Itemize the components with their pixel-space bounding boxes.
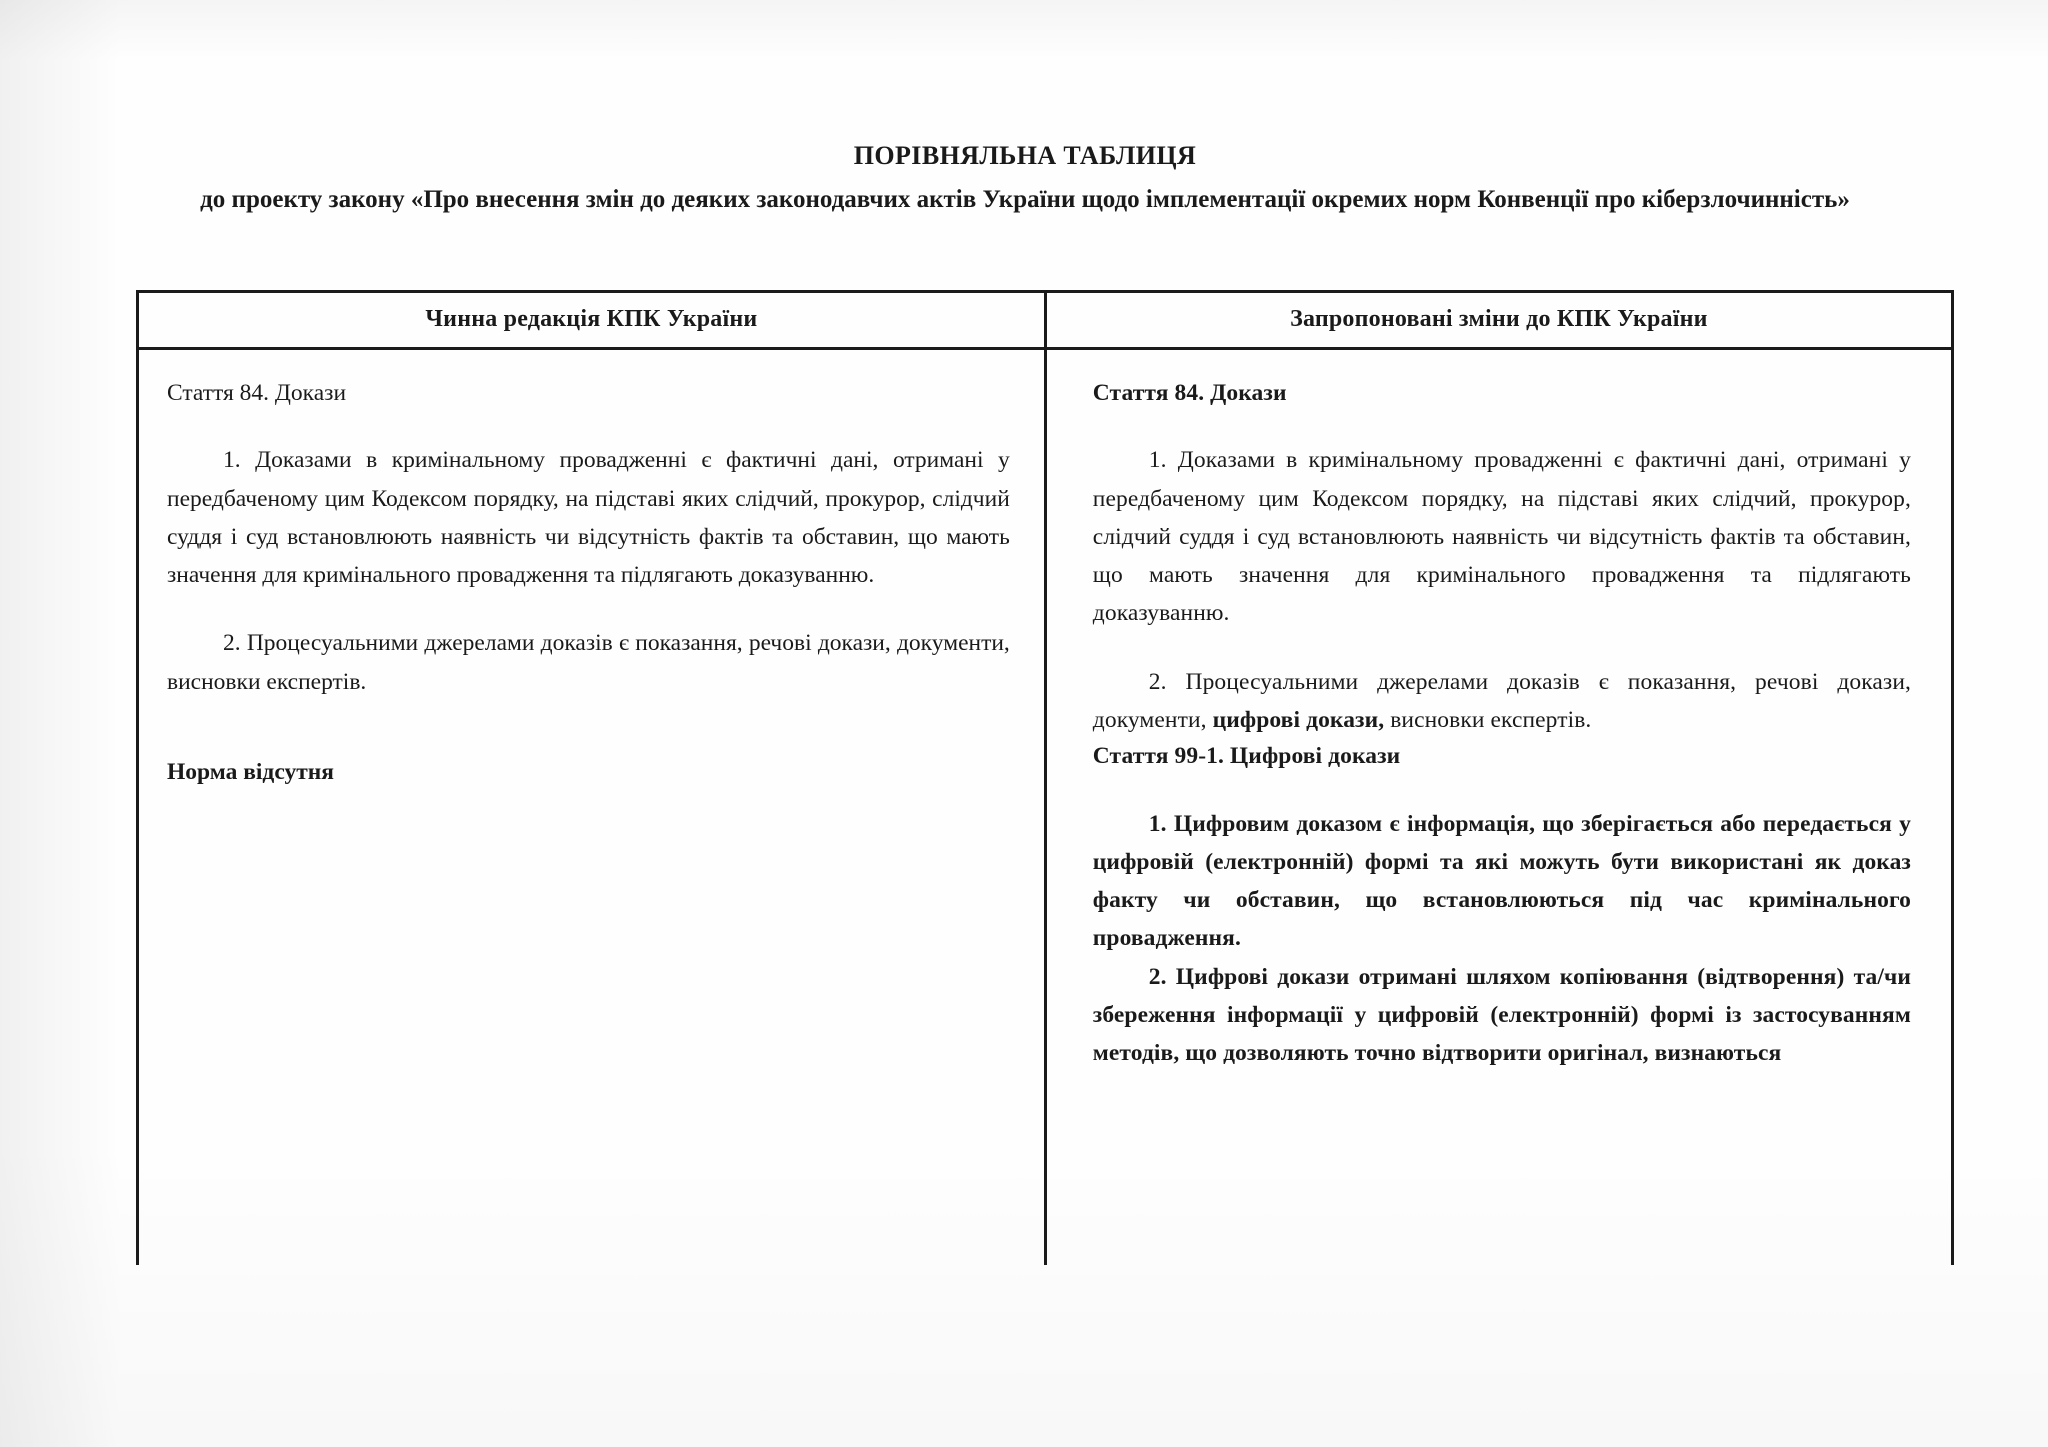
proposed-changes-content xyxy=(1047,350,1951,1265)
scan-shadow-top xyxy=(0,0,2048,60)
table-header-row xyxy=(139,293,1951,350)
right-article-99-1-paragraph-1: 1. Цифровим доказом є інформація, що зберігається або передається у цифровій (електронній) формі та які можуть бути використані як доказ факту чи обставин, що встановлюються під час кримінального провадження. xyxy=(1092,810,1911,952)
right-article-99-1-paragraph-2: 2. Цифрові докази отримані шляхом копіювання (відтворення) та/чи збереження інформації у цифровій (електронній) формі із застосуванням методів, що дозволяють точно відтворити оригінал, визнаються xyxy=(1092,963,1911,1067)
document-header xyxy=(130,140,1920,217)
table-header-current-edition: Чинна редакція КПК України xyxy=(139,293,1047,347)
right-article-84-paragraph-2 xyxy=(1093,663,1911,740)
document-subtitle: до проекту закону «Про внесення змін до деяких законодавчих актів України щодо імплементації окремих норм Конвенції про кіберзлочинність» xyxy=(200,185,1850,213)
right-article-84-heading: Стаття 84. Докази xyxy=(1092,380,1287,406)
right-paragraph-2-text-after: висновки експертів. xyxy=(1384,707,1592,734)
table-cell-proposed-changes xyxy=(1047,350,1951,1265)
left-article-84-paragraph-2: 2. Процесуальними джерелами доказів є показання, речові докази, документи, висновки експертів. xyxy=(167,630,1010,695)
right-paragraph-2-text-before: 2. Процесуальними джерелами доказів є показання, речові докази, документи, xyxy=(1092,668,1911,734)
right-paragraph-2-highlight: цифрові докази, xyxy=(1212,707,1385,734)
comparison-table xyxy=(136,290,1954,1265)
scan-shadow-left xyxy=(0,0,120,1447)
right-article-99-1-heading: Стаття 99-1. Цифрові докази xyxy=(1092,743,1401,770)
left-article-84-paragraph-1: 1. Доказами в кримінальному провадженні є фактичні дані, отримані у передбаченому цим Кодексом порядку, на підставі яких слідчий, прокурор, слідчий суддя і суд встановлюють наявність чи відсутність фактів та обставин, що мають значення для кримінального провадження та підлягають доказуванню. xyxy=(167,447,1010,589)
table-body-row xyxy=(139,350,1951,1265)
table-header-proposed-changes: Запропоновані зміни до КПК України xyxy=(1290,305,1708,332)
current-edition-content xyxy=(139,350,1044,1265)
left-article-84-heading: Стаття 84. Докази xyxy=(167,380,347,406)
right-article-84-paragraph-1: 1. Доказами в кримінальному провадженні є фактичні дані, отримані у передбаченому цим Кодексом порядку, на підставі яких слідчий, прокурор, слідчий суддя і суд встановлюють наявність чи відсутність фактів та обставин, що мають значення для кримінального провадження та підлягають доказуванню. xyxy=(1092,447,1911,627)
left-norm-absent: Норма відсутня xyxy=(167,759,334,786)
document-title: ПОРІВНЯЛЬНА ТАБЛИЦЯ xyxy=(853,141,1197,170)
table-cell-current-edition xyxy=(139,350,1047,1265)
